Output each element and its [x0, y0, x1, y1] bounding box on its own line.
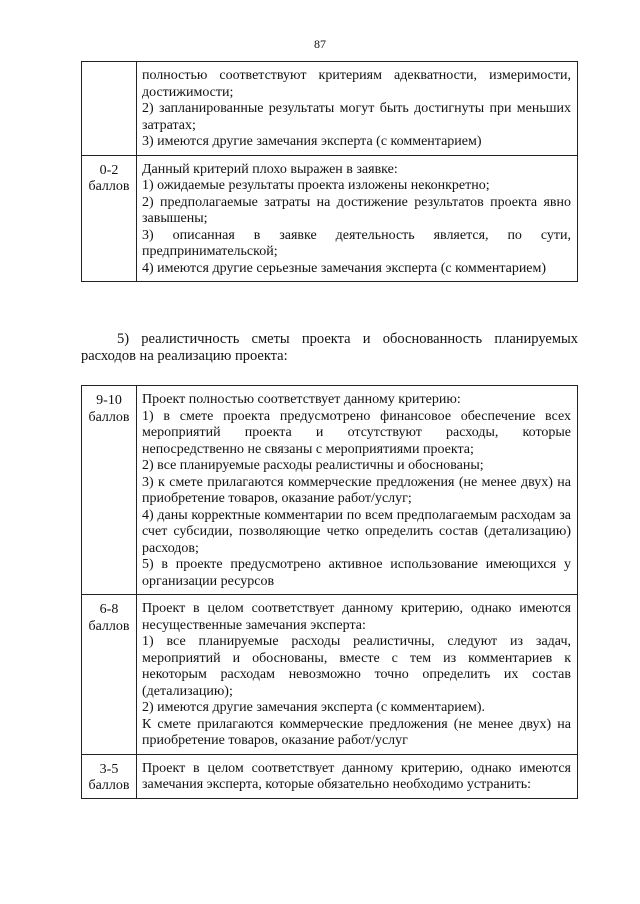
score-cell: [82, 595, 137, 755]
description-line: 3) к смете прилагаются коммерческие предложения (не менее двух) на приобретение товаров, оказание работ/услуг;: [142, 474, 571, 506]
description-cell: [137, 155, 578, 282]
score-cell: [82, 754, 137, 798]
score-unit: баллов: [88, 778, 130, 793]
table-row: [82, 595, 578, 755]
description-line: Данный критерий плохо выражен в заявке:: [142, 161, 398, 177]
description-line: Проект в целом соответствует данному критерию, однако имеются замечания эксперта, которые обязательно необходимо устранить:: [142, 760, 571, 792]
score-value: 9-10: [96, 393, 122, 408]
description-cell: [137, 595, 578, 755]
description-cell: [137, 386, 578, 595]
description-cell: [137, 754, 578, 798]
description-line: 1) в смете проекта предусмотрено финансовое обеспечение всех мероприятий проекта и отсутствуют расходы, которые непосредственно не связаны с мероприятиями проекта;: [142, 408, 571, 457]
description-line: 2) все планируемые расходы реалистичны и обоснованы;: [142, 458, 484, 473]
score-cell: [82, 155, 137, 282]
description-line: 1) все планируемые расходы реалистичны, следуют из задач, мероприятий и обоснованы, вместе с тем из комментариев к некоторым расходам невозможно точно определить их состав (детализацию);: [142, 634, 571, 699]
description-line: полностью соответствуют критериям адекватности, измеримости, достижимости;: [142, 68, 571, 100]
description-line: 4) имеются другие серьезные замечания эксперта (с комментарием): [142, 260, 547, 276]
description-line: 2) предполагаемые затраты на достижение результатов проекта явно завышены;: [142, 194, 571, 226]
description-line: Проект в целом соответствует данному критерию, однако имеются несущественные замечания эксперта:: [142, 601, 571, 633]
description-line: 3) имеются другие замечания эксперта (с комментарием): [142, 134, 482, 149]
score-value: 6-8: [99, 602, 119, 617]
description-cell: [137, 62, 578, 156]
table-row: [82, 155, 578, 282]
criteria-table-budget: [81, 385, 578, 799]
description-line: 2) запланированные результаты могут быть достигнуты при меньших затратах;: [142, 101, 571, 133]
description-line: Проект полностью соответствует данному критерию:: [142, 392, 461, 407]
description-line: 4) даны корректные комментарии по всем предполагаемым расходам за счет субсидии, позволяющие четко определить состав (детализацию) расходов;: [142, 507, 571, 556]
score-value: 0-2: [99, 162, 119, 178]
score-unit: баллов: [88, 179, 130, 194]
description-line: К смете прилагаются коммерческие предложения (не менее двух) на приобретение товаров, оказание работ/услуг: [142, 716, 571, 748]
score-unit: баллов: [88, 409, 130, 425]
description-line: 2) имеются другие замечания эксперта (с комментарием).: [142, 700, 486, 715]
table-row: [82, 754, 578, 798]
criteria-table-top: [81, 61, 578, 282]
section-heading: 5) реалистичность сметы проекта и обоснованность планируемых расходов на реализацию проекта:: [81, 331, 578, 364]
table-row: [82, 386, 578, 595]
description-line: 1) ожидаемые результаты проекта изложены неконкретно;: [142, 178, 490, 193]
score-unit: баллов: [88, 618, 130, 634]
description-line: 3) описанная в заявке деятельность является, по сути, предпринимательской;: [142, 227, 571, 259]
table-row: [82, 62, 578, 156]
page-number: 87: [314, 37, 326, 51]
score-cell: [82, 62, 137, 156]
score-value: 3-5: [99, 761, 119, 777]
description-line: 5) в проекте предусмотрено активное использование имеющихся у организации ресурсов: [142, 557, 571, 589]
score-cell: [82, 386, 137, 595]
